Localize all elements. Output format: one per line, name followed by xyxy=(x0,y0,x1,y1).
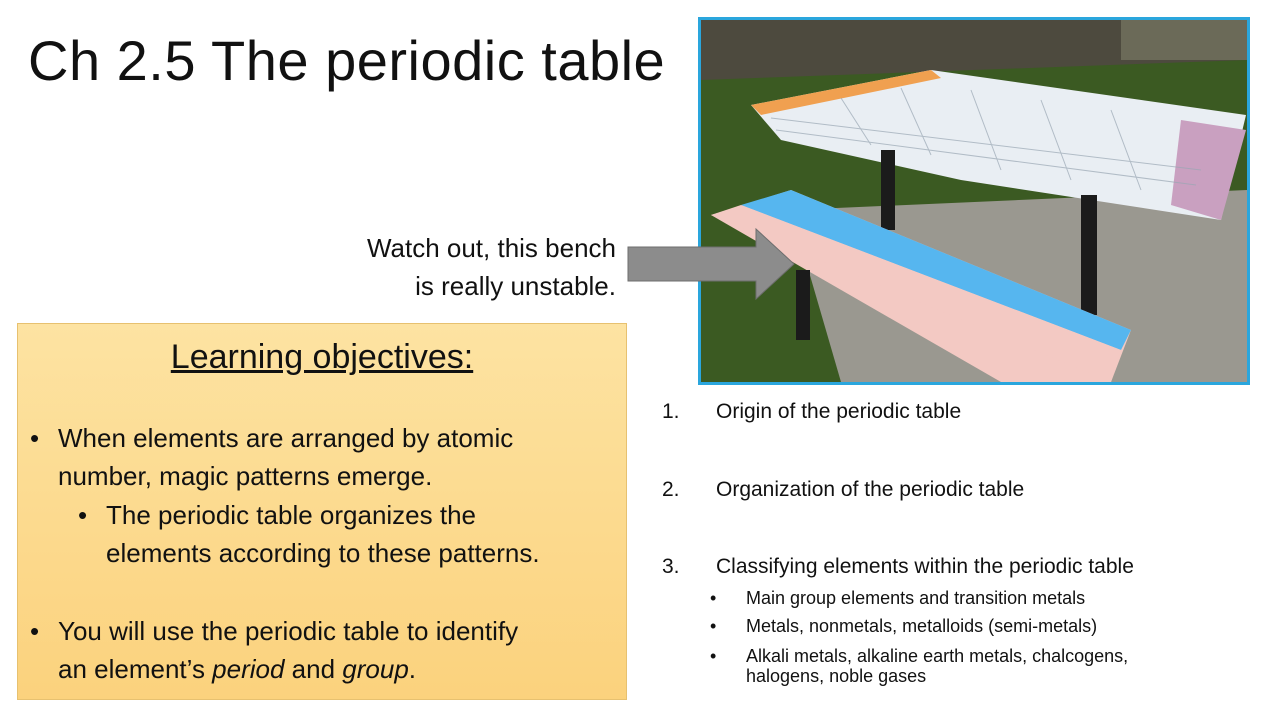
subitem-text: Alkali metals, alkaline earth metals, chalcogens, xyxy=(746,646,1129,666)
objective-1-line-1: When elements are arranged by atomic xyxy=(58,423,514,453)
bullet-glyph: • xyxy=(30,423,40,453)
bullet-glyph: • xyxy=(30,616,40,646)
objective-subbullet-1 xyxy=(78,496,540,572)
subitem-text: Metals, nonmetals, metalloids (semi-metals) xyxy=(746,616,1098,636)
objective-bullet-1 xyxy=(30,419,514,495)
subobjective-line-1: The periodic table organizes the xyxy=(106,500,477,530)
outline-text: Organization of the periodic table xyxy=(716,478,1025,501)
outline-text: Origin of the periodic table xyxy=(716,400,962,423)
outline-text: Classifying elements within the periodic table xyxy=(716,555,1134,578)
text-span: and xyxy=(284,654,343,684)
objectives-heading: Learning objectives: xyxy=(170,338,474,376)
outline-subitem xyxy=(710,616,1098,636)
objective-2-line-2 xyxy=(58,650,518,688)
term-period: period xyxy=(212,654,285,684)
subobjective-line-2: elements according to these patterns. xyxy=(106,538,540,568)
objective-bullet-2 xyxy=(30,612,519,688)
text-span: . xyxy=(408,654,417,684)
callout-line-1: Watch out, this bench xyxy=(366,233,616,263)
objective-2-line-1: You will use the periodic table to identify xyxy=(58,616,519,646)
outline-subitem xyxy=(710,646,1129,686)
text-span: an element’s xyxy=(58,654,213,684)
right-arrow-icon xyxy=(626,227,796,302)
callout-line-2: is really unstable. xyxy=(415,271,616,301)
outline-subitem xyxy=(710,588,1086,608)
learning-objectives-box xyxy=(17,323,627,700)
slide-title: Ch 2.5 The periodic table xyxy=(28,29,666,92)
bullet-glyph: • xyxy=(710,646,717,666)
periodic-table-bench-photo xyxy=(698,17,1250,385)
outline-number: 3. xyxy=(662,555,680,578)
outline-number: 2. xyxy=(662,478,680,501)
bench-callout xyxy=(300,229,616,305)
outline-number: 1. xyxy=(662,400,680,423)
subitem-text: halogens, noble gases xyxy=(746,666,927,686)
term-group: group xyxy=(342,654,409,684)
bullet-glyph: • xyxy=(710,588,717,608)
bullet-glyph: • xyxy=(710,616,717,636)
objective-1-line-2: number, magic patterns emerge. xyxy=(58,461,433,491)
subitem-text: Main group elements and transition metals xyxy=(746,588,1086,608)
bullet-glyph: • xyxy=(78,500,88,530)
